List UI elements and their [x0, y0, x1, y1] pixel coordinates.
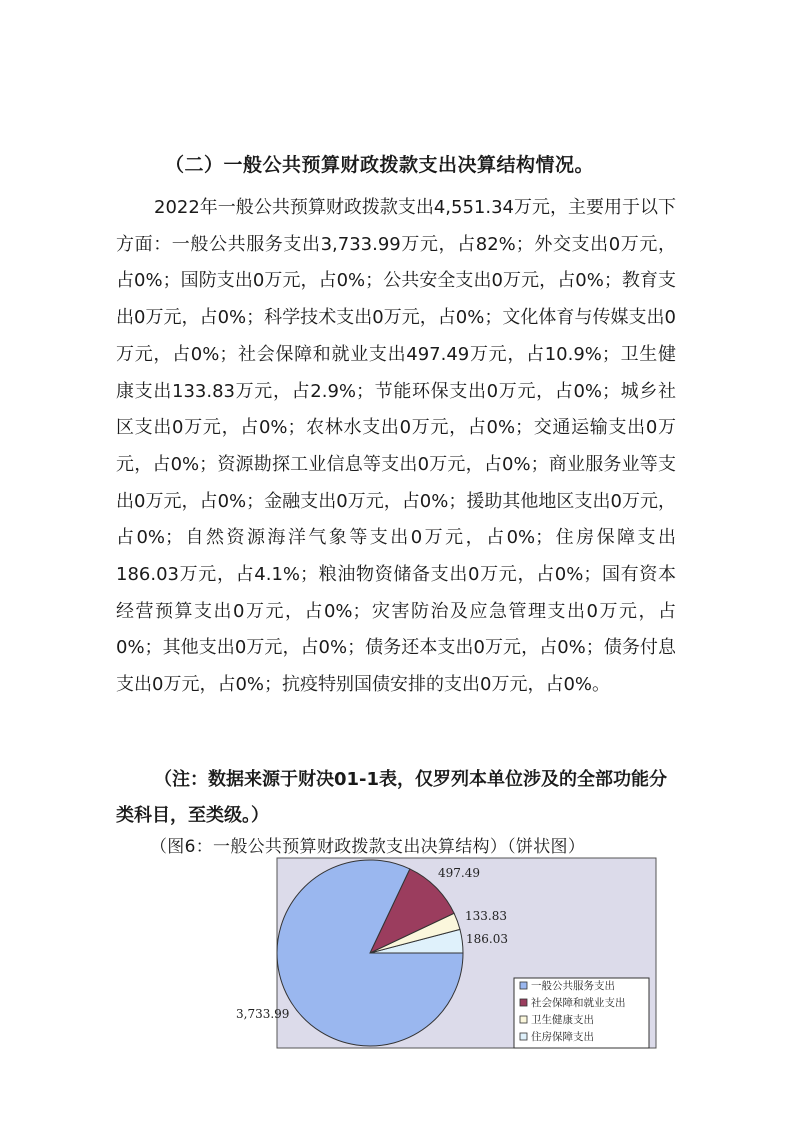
legend-swatch-2 — [520, 1016, 527, 1023]
legend-label-3: 住房保障支出 — [531, 1031, 594, 1043]
data-source-note: （注：数据来源于财决01-1表，仅罗列本单位涉及的全部功能分类科目，至类级。） — [116, 769, 668, 826]
legend-swatch-1 — [520, 999, 527, 1006]
slice-label-3: 186.03 — [466, 932, 508, 946]
legend — [514, 978, 649, 1048]
slice-label-0: 3,733.99 — [236, 1007, 290, 1021]
figure-caption: （图6：一般公共预算财政拨款支出决算结构）（饼状图） — [150, 837, 586, 857]
section-heading: （二）一般公共预算财政拨款支出决算结构情况。 — [165, 154, 595, 176]
slice-label-1: 497.49 — [438, 866, 480, 880]
legend-label-2: 卫生健康支出 — [531, 1014, 594, 1026]
legend-label-0: 一般公共服务支出 — [531, 980, 615, 992]
legend-swatch-0 — [520, 982, 527, 989]
body-paragraph: 2022年一般公共预算财政拨款支出4,551.34万元，主要用于以下方面：一般公共服务支出3,733.99万元，占82%；外交支出0万元，占0%；国防支出0万元，占0%；公共安全支出0万元，占0%；教育支出0万元，占0%；科学技术支出0万元，占0%；文化体育与传媒支出0万元，占0%；社会保障和就业支出497.49万元，占10.9%；卫生健康支出133.83万元，占2.9%；节能环保支出0万元，占0%；城乡社区支出0万元，占0%；农林水支出0万元，占0%；交通运输支出0万元，占0%；资源勘探工业信息等支出0万元，占0%；商业服务业等支出0万元，占0%；金融支出0万元，占0%；援助其他地区支出0万元，占0%；自然资源海洋气象等支出0万元，占0%；住房保障支出186.03万元，占4.1%；粮油物资储备支出0万元，占0%；国有资本经营预算支出0万元，占0%；灾害防治及应急管理支出0万元，占0%；其他支出0万元，占0%；债务还本支出0万元，占0%；债务付息支出0万元，占0%；抗疫特别国债安排的支出0万元，占0%。 — [116, 197, 676, 696]
slice-label-2: 133.83 — [465, 909, 507, 923]
legend-label-1: 社会保障和就业支出 — [531, 997, 626, 1009]
legend-swatch-3 — [520, 1033, 527, 1040]
